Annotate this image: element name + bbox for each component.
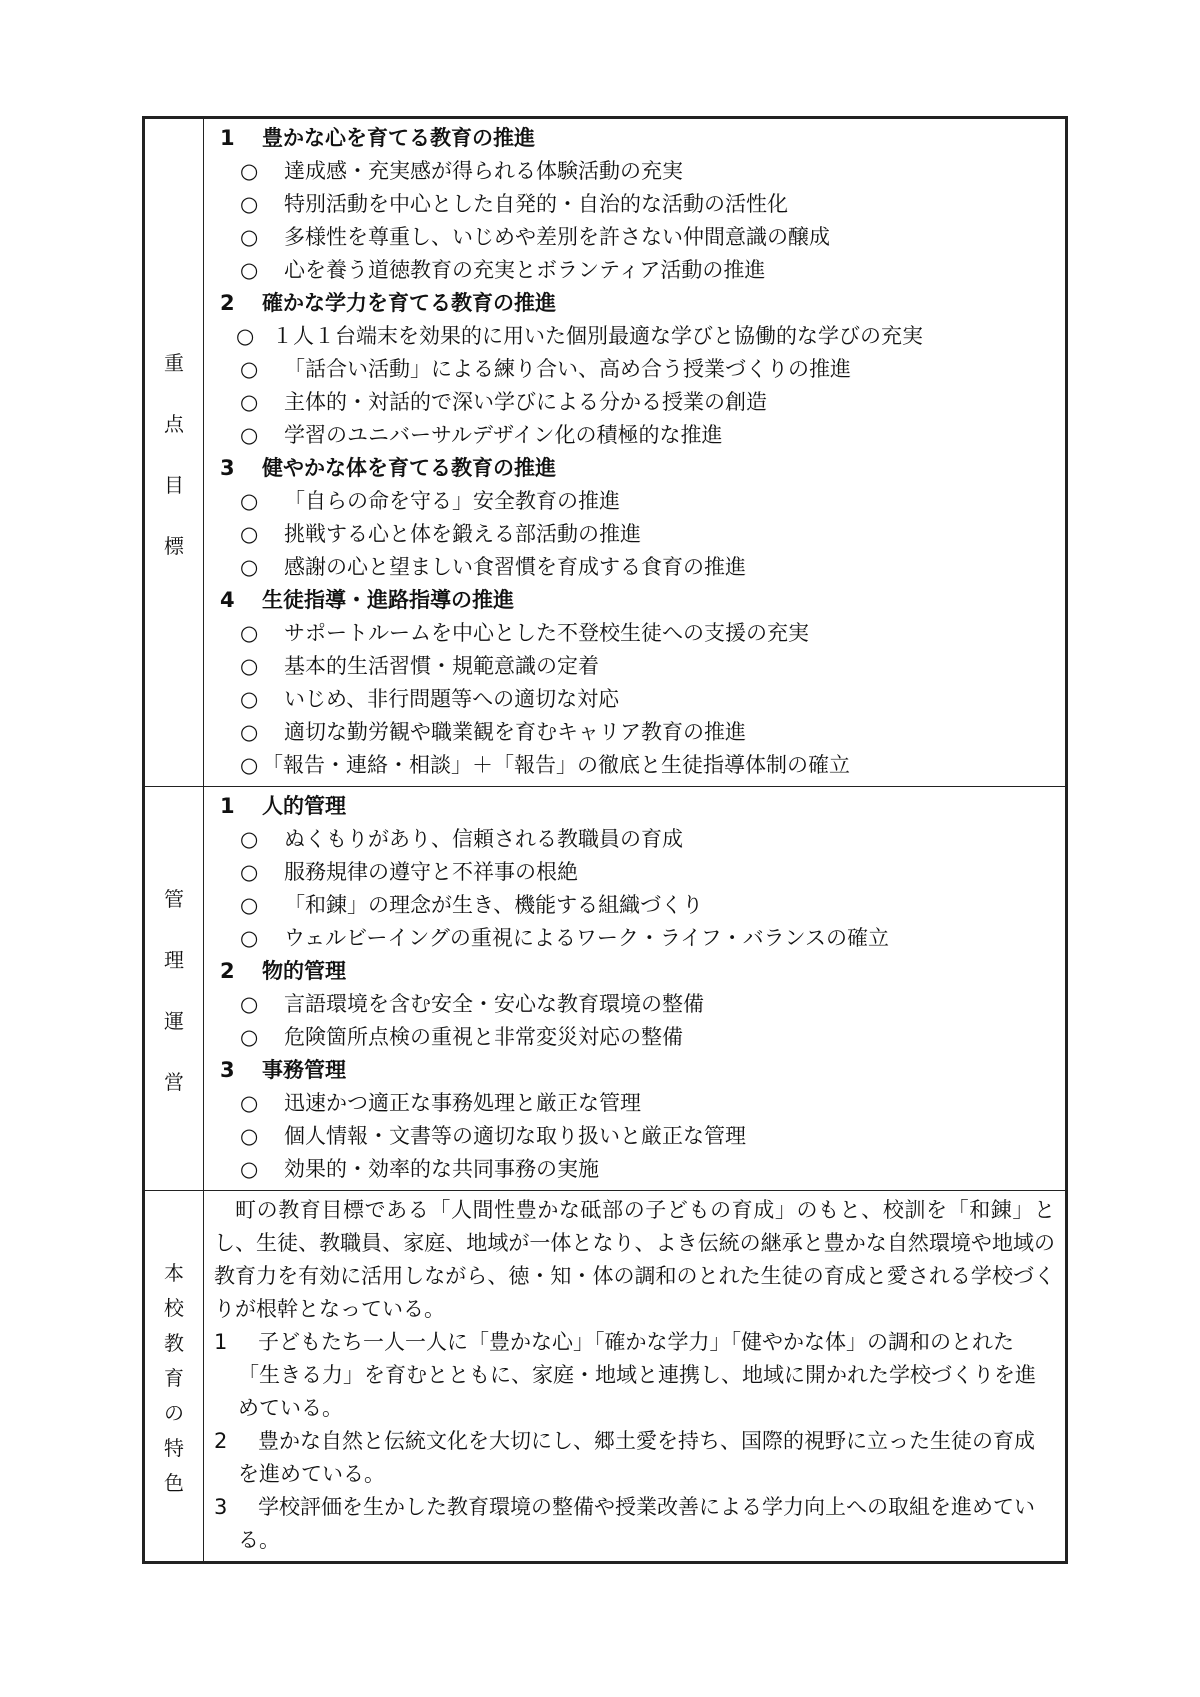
- list-item: ○ 特別活動を中心とした自発的・自治的な活動の活性化: [240, 192, 788, 216]
- list-item: ○ 「和錬」の理念が生き、機能する組織づくり: [240, 893, 704, 917]
- priority-goals-content: [204, 119, 1065, 786]
- list-item: ○ 危険箇所点検の重視と非常変災対応の整備: [240, 1025, 683, 1049]
- priority-goals-row: [145, 119, 1065, 786]
- list-item: ○ 主体的・対話的で深い学びによる分かる授業の創造: [240, 390, 767, 414]
- priority-goals-label: 重 点 目 標: [145, 119, 204, 786]
- list-item: ○ いじめ、非行問題等への適切な対応: [240, 687, 620, 711]
- list-item: ○ 「自らの命を守る」安全教育の推進: [240, 489, 620, 513]
- list-item: ○ 達成感・充実感が得られる体験活動の充実: [240, 159, 683, 183]
- list-item: ○ 言語環境を含む安全・安心な教育環境の整備: [240, 992, 704, 1016]
- list-item: ○ 感謝の心と望ましい食習慣を育成する食育の推進: [240, 555, 746, 579]
- features-intro: 町の教育目標である「人間性豊かな砥部の子どもの育成」のもと、校訓を「和錬」とし、生徒、教職員、家庭、地域が一体となり、よき伝統の継承と豊かな自然環境や地域の教育力を有効に活用しながら、徳・知・体の調和のとれた生徒の育成と愛される学校づくりが根幹となっている。: [214, 1198, 1055, 1321]
- goal-heading: 3 健やかな体を育てる教育の推進: [220, 456, 556, 480]
- list-item: ○ 服務規律の遵守と不祥事の根絶: [240, 860, 578, 884]
- management-label: 管 理 運 営: [145, 787, 204, 1190]
- management-heading: 1 人的管理: [220, 794, 346, 818]
- management-heading: 2 物的管理: [220, 959, 346, 983]
- goal-heading: 4 生徒指導・進路指導の推進: [220, 588, 514, 612]
- list-item: ○ 「話合い活動」による練り合い、高め合う授業づくりの推進: [240, 357, 851, 381]
- list-item: ○ ウェルビーイングの重視によるワーク・ライフ・バランスの確立: [240, 926, 890, 950]
- list-item: ○ 基本的生活習慣・規範意識の定着: [240, 654, 599, 678]
- list-item: ○ 「報告・連絡・相談」＋「報告」の徹底と生徒指導体制の確立: [240, 753, 850, 777]
- management-row: [145, 786, 1065, 1190]
- school-features-content: [204, 1191, 1065, 1561]
- list-item: ○ 多様性を尊重し、いじめや差別を許さない仲間意識の醸成: [240, 225, 830, 249]
- goal-heading: 2 確かな学力を育てる教育の推進: [220, 291, 556, 315]
- goal-heading: 1 豊かな心を育てる教育の推進: [220, 126, 535, 150]
- school-features-row: [145, 1190, 1065, 1561]
- management-content: [204, 787, 1065, 1190]
- list-item: ○ ぬくもりがあり、信頼される教職員の育成: [240, 827, 683, 851]
- list-item: ○ 学習のユニバーサルデザイン化の積極的な推進: [240, 423, 723, 447]
- feature-point: 1 子どもたち一人一人に「豊かな心」「確かな学力」「健やかな体」の調和のとれた「生きる力」を育むとともに、家庭・地域と連携し、地域に開かれた学校づくりを進めている。: [214, 1330, 1036, 1420]
- list-item: ○ 個人情報・文書等の適切な取り扱いと厳正な管理: [240, 1124, 746, 1148]
- management-heading: 3 事務管理: [220, 1058, 346, 1082]
- feature-point: 3 学校評価を生かした教育環境の整備や授業改善による学力向上への取組を進めている。: [214, 1495, 1035, 1552]
- school-plan-table: [142, 116, 1068, 1564]
- list-item: ○ 効果的・効率的な共同事務の実施: [240, 1157, 599, 1181]
- list-item: ○ １人１台端末を効果的に用いた個別最適な学びと協働的な学びの充実: [236, 324, 923, 348]
- list-item: ○ サポートルームを中心とした不登校生徒への支援の充実: [240, 621, 809, 645]
- list-item: ○ 挑戦する心と体を鍛える部活動の推進: [240, 522, 641, 546]
- feature-point: 2 豊かな自然と伝統文化を大切にし、郷土愛を持ち、国際的視野に立った生徒の育成を進めている。: [214, 1429, 1035, 1486]
- list-item: ○ 迅速かつ適正な事務処理と厳正な管理: [240, 1091, 641, 1115]
- school-features-label: 本 校 教 育 の 特 色: [145, 1191, 204, 1561]
- list-item: ○ 適切な勤労観や職業観を育むキャリア教育の推進: [240, 720, 746, 744]
- list-item: ○ 心を養う道徳教育の充実とボランティア活動の推進: [240, 258, 766, 282]
